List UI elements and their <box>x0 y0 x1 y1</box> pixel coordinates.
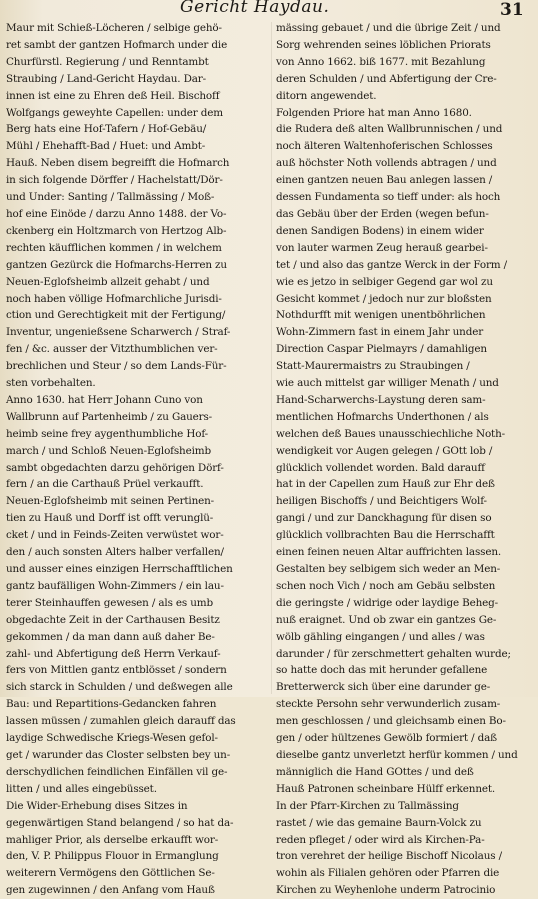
text-line: tien zu Hauß und Dorff ist offt verunglü- <box>6 512 214 525</box>
text-line: Berg hats eine Hof-Tafern / Hof-Gebäu/ <box>6 123 207 136</box>
text-line: noch haben völlige Hofmarchliche Jurisdi- <box>6 292 222 305</box>
text-line: laydige Schwedische Kriegs-Wesen gefol- <box>6 732 218 745</box>
text-line: wölb gähling eingangen / und alles / was <box>276 630 485 643</box>
text-line: lassen müssen / zumahlen gleich darauff das <box>6 715 236 728</box>
text-line: glücklich vollbrachten Bau die Herrschafft <box>276 529 495 542</box>
text-line: Wolfgangs geweyhte Capellen: under dem <box>6 106 223 119</box>
text-line: nuß eraignet. Und ob zwar ein gantzes Ge- <box>276 613 497 626</box>
text-line: hof eine Einöde / darzu Anno 1488. der Vo- <box>6 207 227 220</box>
text-line: Statt-Maurermaistrs zu Straubingen / <box>276 360 470 373</box>
text-line: tet / und also das gantze Werck in der Form / <box>276 258 508 271</box>
text-line: das Gebäu über der Erden (wegen befun- <box>276 207 489 220</box>
text-line: Inventur, ungenießsene Scharwerch / Straf- <box>6 326 231 339</box>
text-line: deren Schulden / und Abfertigung der Cre- <box>276 72 497 85</box>
text-line: Sorg wehrenden seines löblichen Priorats <box>276 38 491 51</box>
text-line: fers von Mittlen gantz entblösset / sondern <box>6 664 227 677</box>
running-head <box>0 0 538 22</box>
text-line: get / warunder das Closter selbsten bey un- <box>6 748 231 761</box>
column-gutter <box>271 22 272 694</box>
text-line: cket / und in Feinds-Zeiten verwüstet wor- <box>6 529 224 542</box>
text-line: gantz baufälligen Wohn-Zimmers / ein lau- <box>6 579 224 592</box>
text-line: Die Wider-Erhebung dises Sitzes in <box>6 799 188 812</box>
text-line: gantzen Gezürck die Hofmarchs-Herren zu <box>6 258 227 271</box>
text-line: Maur mit Schieß-Löcheren / selbige gehö- <box>6 22 222 34</box>
right-text-column <box>276 20 534 899</box>
text-line: gen / oder hültzenes Gewölb formiert / daß <box>276 732 497 745</box>
text-line: dieselbe gantz unverletzt herfür kommen / und <box>276 748 518 761</box>
text-line: men geschlossen / und gleichsamb einen Bo- <box>276 715 506 728</box>
text-line: march / und Schloß Neuen-Eglofsheimb <box>6 444 211 457</box>
text-line: denen Sandigen Bodens) in einem wider <box>276 224 484 237</box>
text-line: Nothdurfft mit wenigen unentböhrlichen <box>276 309 486 322</box>
text-line: wohin als Filialen gehören oder Pfarren die <box>276 867 500 880</box>
text-line: derschydlichen feindlichen Einfällen vil ge- <box>6 765 228 778</box>
text-line: tron verehret der heilige Bischoff Nicolaus / <box>276 850 502 863</box>
text-line: zahl- und Abfertigung deß Herrn Verkauf- <box>6 647 221 660</box>
text-line: Mühl / Ehehafft-Bad / Huet: und Ambt- <box>6 140 206 153</box>
page-number: 31 <box>500 0 524 20</box>
text-line: auß höchster Noth vollends abtragen / und <box>276 157 497 170</box>
text-line: Neuen-Eglofsheimb mit seinen Pertinen- <box>6 495 215 508</box>
text-line: heiligen Bischoffs / und Beichtigers Wolf- <box>276 495 487 508</box>
text-line: obgedachte Zeit in der Carthausen Besitz <box>6 613 220 626</box>
text-line: dessen Fundamenta so tieff under: als hoch <box>276 191 501 204</box>
text-line: Hauß. Neben disem begreifft die Hofmarch <box>6 157 230 170</box>
text-line: sich starck in Schulden / und deßwegen alle <box>6 681 233 694</box>
text-line: Wallbrunn auf Partenheimb / zu Gauers- <box>6 410 213 423</box>
text-line: gangi / und zur Danckhagung für disen so <box>276 512 492 525</box>
text-line: schen noch Vich / noch am Gebäu selbsten <box>276 579 496 592</box>
text-line: ditorn angewendet. <box>276 89 377 102</box>
text-line: wie es jetzo in selbiger Gegend gar wol zu <box>276 275 493 288</box>
text-line: glücklich vollendet worden. Bald darauff <box>276 461 485 474</box>
text-line: männiglich die Hand GOttes / und deß <box>276 765 474 778</box>
text-line: gen zugewinnen / den Anfang vom Hauß <box>6 884 215 897</box>
text-line: mentlichen Hofmarchs Underthonen / als <box>276 410 489 423</box>
text-line: sten vorbehalten. <box>6 377 96 390</box>
text-line: Direction Caspar Pielmayrs / damahligen <box>276 343 487 356</box>
text-line: reden pfleget / oder wird als Kirchen-Pa- <box>276 833 485 846</box>
text-line: Gestalten bey selbigem sich weder an Men- <box>276 563 501 575</box>
text-line: fen / &c. ausser der Vitzthumblichen ver- <box>6 343 218 356</box>
text-line: Bretterwerck sich über eine darunder ge- <box>276 681 491 694</box>
text-line: und Under: Santing / Tallmässing / Moß- <box>6 191 215 204</box>
text-line: ction und Gerechtigkeit mit der Fertigung/ <box>6 309 226 322</box>
text-line: Hand-Scharwerchs-Laystung deren sam- <box>276 393 486 406</box>
text-line: Straubing / Land-Gericht Haydau. Dar- <box>6 72 206 85</box>
text-line: darunder / für zerschmettert gehalten wurde; <box>276 647 511 660</box>
text-line: Anno 1630. hat Herr Johann Cuno von <box>6 393 203 406</box>
text-line: welchen deß Baues unausschiechliche Noth- <box>276 427 505 440</box>
text-line: wie auch mittelst gar williger Menath / und <box>276 377 499 390</box>
text-line: rechten käufflichen kommen / in welchem <box>6 241 222 254</box>
text-line: rastet / wie das gemaine Baurn-Volck zu <box>276 816 482 829</box>
text-line: terer Steinhauffen gewesen / als es umb <box>6 596 213 609</box>
text-line: brechlichen und Steur / so dem Lands-Für- <box>6 360 227 373</box>
text-line: litten / und alles eingebüsset. <box>6 782 157 795</box>
running-title: Gericht Haydau. <box>180 0 330 17</box>
text-line: und ausser eines einzigen Herrschafftlichen <box>6 563 233 575</box>
text-line: steckte Persohn sehr verwunderlich zusam- <box>276 698 501 711</box>
text-line: hat in der Capellen zum Hauß zur Ehr deß <box>276 478 495 491</box>
text-line: ckenberg ein Holtzmarch von Hertzog Alb- <box>6 224 227 237</box>
text-line: gekommen / da man dann auß daher Be- <box>6 630 215 643</box>
left-text-column <box>6 20 268 899</box>
text-line: noch älteren Waltenhoferischen Schlosses <box>276 140 493 153</box>
text-line: einen gantzen neuen Bau anlegen lassen / <box>276 174 493 187</box>
text-line: Gesicht kommet / jedoch nur zur bloßsten <box>276 292 492 305</box>
text-line: heimb seine frey aygenthumbliche Hof- <box>6 427 209 440</box>
text-line: In der Pfarr-Kirchen zu Tallmässing <box>276 799 459 812</box>
text-line: Kirchen zu Weyhenlohe underm Patrocinio <box>276 884 496 897</box>
text-line: die Rudera deß alten Wallbrunnischen / und <box>276 123 503 136</box>
text-line: gegenwärtigen Stand belangend / so hat da- <box>6 816 234 829</box>
text-line: wendigkeit vor Augen gelegen / GOtt lob / <box>276 444 493 457</box>
text-line: mässing gebauet / und die übrige Zeit / und <box>276 22 501 34</box>
text-line: mahliger Prior, als derselbe erkaufft wor- <box>6 833 219 846</box>
text-line: von lauter warmen Zeug herauß gearbei- <box>276 241 488 254</box>
text-line: einen feinen neuen Altar auffrichten lassen. <box>276 546 502 559</box>
text-line: von Anno 1662. biß 1677. mit Bezahlung <box>276 55 486 68</box>
text-line: Hauß Patronen scheinbare Hülff erkennet. <box>276 782 496 795</box>
text-line: so hatte doch das mit herunder gefallene <box>276 664 488 677</box>
text-line: Neuen-Eglofsheimb allzeit gehabt / und <box>6 275 210 288</box>
text-line: innen ist eine zu Ehren deß Heil. Bischoff <box>6 89 220 102</box>
text-line: Bau: und Repartitions-Gedancken fahren <box>6 698 217 711</box>
text-line: Folgenden Priore hat man Anno 1680. <box>276 106 472 119</box>
text-line: den / auch sonsten Alters halber verfallen/ <box>6 546 224 559</box>
text-line: sambt obgedachten darzu gehörigen Dörf- <box>6 461 224 474</box>
text-line: Churfürstl. Regierung / und Renntambt <box>6 55 209 68</box>
text-line: ret sambt der gantzen Hofmarch under die <box>6 38 228 51</box>
text-line: den, V. P. Philippus Flouor in Ermanglung <box>6 850 219 863</box>
text-line: fern / an die Carthauß Prüel verkaufft. <box>6 478 204 491</box>
text-line: weiterern Vermögens den Göttlichen Se- <box>6 867 215 880</box>
text-line: Wohn-Zimmern fast in einem Jahr under <box>276 326 484 339</box>
text-line: in sich folgende Dörffer / Hachelstatt/Dör- <box>6 174 223 187</box>
text-line: die geringste / widrige oder laydige Beheg- <box>276 596 499 609</box>
